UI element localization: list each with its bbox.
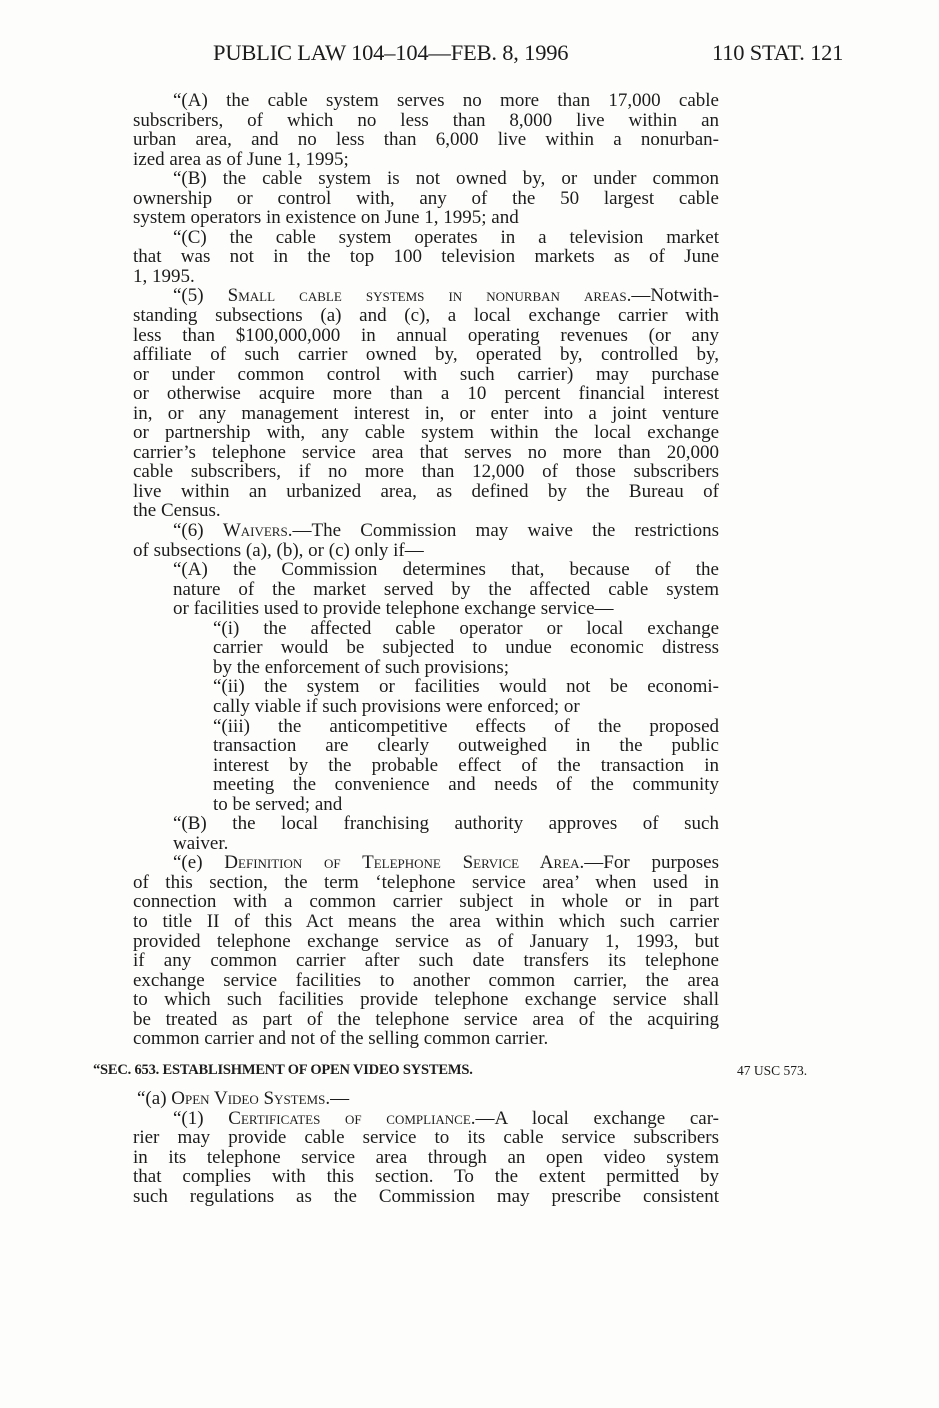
text-line (133, 1148, 719, 1168)
line-text: “(i) the affected cable operator or local exchange (213, 617, 719, 639)
text-line (133, 111, 719, 131)
line-text: common carrier and not of the selling common carrier. (133, 1028, 549, 1050)
line-text: or facilities used to provide telephone exchange service— (173, 598, 614, 620)
line-text: connection with a common carrier subject in whole or in part (133, 891, 719, 913)
paragraph-number: “(a) (137, 1088, 172, 1109)
section-caption: Open Video Systems. (171, 1088, 331, 1109)
text-line (173, 834, 719, 854)
line-text: the Census. (133, 500, 221, 522)
text-line (173, 286, 719, 306)
text-line (133, 130, 719, 150)
text-line (173, 169, 719, 189)
text-line (133, 208, 719, 228)
text-line (133, 1010, 719, 1030)
line-text: exchange service facilities to another common carrier, the area (133, 969, 719, 991)
line-text: in, or any management interest in, or enter into a joint venture (133, 402, 719, 424)
text-line (133, 912, 719, 932)
text-line (133, 1128, 719, 1148)
text-line (133, 951, 719, 971)
text-line (173, 599, 719, 619)
line-text: to which such facilities provide telephone exchange service shall (133, 989, 719, 1011)
text-line (133, 462, 719, 482)
line-text: cally viable if such provisions were enforced; or (213, 695, 580, 717)
line-text: ownership or control with, any of the 50 largest cable (133, 187, 719, 209)
running-header-title: PUBLIC LAW 104–104—FEB. 8, 1996 (213, 40, 569, 65)
line-text: of subsections (a), (b), or (c) only if— (133, 539, 424, 561)
text-line (133, 990, 719, 1010)
paragraph-number: “(6) (173, 520, 223, 542)
line-text: cable subscribers, if no more than 12,000 of those subscribers (133, 461, 719, 483)
line-text: “(A) the Commission determines that, because of the (173, 559, 719, 581)
text-line (133, 306, 719, 326)
line-text: affiliate of such carrier owned by, operated by, controlled by, (133, 344, 719, 366)
section-text-block (133, 1089, 719, 1206)
line-text: or otherwise acquire more than a 10 percent financial interest (133, 383, 719, 405)
text-line (213, 619, 719, 639)
text-line (173, 560, 719, 580)
line-text: rier may provide cable service to its cable service subscribers (133, 1127, 719, 1149)
text-line (173, 1109, 719, 1129)
paragraph-number: “(1) (173, 1107, 229, 1129)
line-text: to be served; and (213, 793, 343, 815)
line-text: nature of the market served by the affected cable system (173, 578, 719, 600)
text-line (133, 1167, 719, 1187)
text-line (213, 658, 719, 678)
text-line (133, 932, 719, 952)
line-text: if any common carrier after such date transfers its telephone (133, 950, 719, 972)
text-line (133, 404, 719, 424)
text-line (133, 326, 719, 346)
line-text: waiver. (173, 832, 229, 854)
text-line (133, 267, 719, 287)
line-text: in its telephone service area through an open video system (133, 1146, 719, 1168)
text-line (133, 345, 719, 365)
line-text: by the enforcement of such provisions; (213, 656, 510, 678)
text-line (133, 150, 719, 170)
text-line (133, 1187, 719, 1207)
text-line (133, 501, 719, 521)
line-text: carrier would be subjected to undue economic distress (213, 637, 719, 659)
text-line (173, 814, 719, 834)
text-line (213, 756, 719, 776)
text-line (133, 873, 719, 893)
text-line (213, 736, 719, 756)
line-text: “(ii) the system or facilities would not be economi- (213, 676, 719, 698)
section-heading: “SEC. 653. ESTABLISHMENT OF OPEN VIDEO SYSTEMS. (93, 1062, 473, 1078)
line-text: that was not in the top 100 television markets as of June (133, 246, 719, 268)
line-text: or partnership with, any cable system within the local exchange (133, 422, 719, 444)
line-text: “(A) the cable system serves no more than 17,000 cable (173, 90, 719, 111)
line-text: that complies with this section. To the extent permitted by (133, 1166, 719, 1188)
line-text: subscribers, of which no less than 8,000 live within an (133, 109, 719, 131)
line-text: system operators in existence on June 1, 1995; and (133, 207, 519, 229)
text-line (133, 971, 719, 991)
text-line (133, 1029, 719, 1049)
line-text: 1, 1995. (133, 265, 195, 287)
line-text: urban area, and no less than 6,000 live within a nonurban- (133, 129, 719, 151)
text-line (173, 580, 719, 600)
text-line (213, 638, 719, 658)
text-line (133, 365, 719, 385)
line-text: to title II of this Act means the area within which such carrier (133, 910, 719, 932)
text-line (173, 521, 719, 541)
margin-citation: 47 USC 573. (737, 1063, 808, 1078)
line-text: or under common control with such carrier) may purchase (133, 363, 719, 385)
line-text: interest by the probable effect of the transaction in (213, 754, 719, 776)
line-text: live within an urbanized area, as defined by the Bureau of (133, 480, 719, 502)
text-line (133, 423, 719, 443)
line-text: such regulations as the Commission may prescribe consistent (133, 1185, 719, 1207)
text-line (213, 697, 719, 717)
text-line (137, 1089, 719, 1109)
section-caption: Waivers. (222, 520, 293, 542)
page-number: 110 STAT. 121 (712, 40, 844, 65)
paragraph-number: “(5) (173, 285, 228, 307)
text-line (173, 853, 719, 873)
line-text: “(B) the local franchising authority approves of such (173, 813, 719, 835)
text-line (213, 717, 719, 737)
text-line (133, 247, 719, 267)
line-text: standing subsections (a) and (c), a local exchange carrier with (133, 305, 719, 327)
text-line (133, 443, 719, 463)
text-line (133, 384, 719, 404)
paragraph-number: “(e) (173, 852, 225, 874)
line-text: —The Commission may waive the restrictions (292, 520, 719, 542)
line-text: be treated as part of the telephone service area of the acquiring (133, 1008, 719, 1030)
line-text: —For purposes (584, 852, 719, 874)
statute-text-block (133, 91, 719, 1049)
line-text: provided telephone exchange service as of January 1, 1993, but (133, 930, 719, 952)
text-line (213, 775, 719, 795)
line-text: of this section, the term ‘telephone service area’ when used in (133, 871, 719, 893)
text-line (133, 189, 719, 209)
line-text: ized area as of June 1, 1995; (133, 148, 349, 170)
section-caption: Definition of Telephone Service Area. (224, 852, 585, 874)
line-text: “(iii) the anticompetitive effects of the proposed (213, 715, 719, 737)
section-caption: Small cable systems in nonurban areas. (227, 285, 632, 307)
line-text: —A local exchange car- (475, 1107, 719, 1129)
text-line (173, 91, 719, 111)
text-line (133, 482, 719, 502)
text-line (213, 795, 719, 815)
text-line (213, 677, 719, 697)
line-text: “(B) the cable system is not owned by, or under common (173, 168, 719, 190)
text-line (133, 541, 719, 561)
section-caption: Certificates of compliance. (228, 1107, 476, 1129)
line-text: “(C) the cable system operates in a television market (173, 226, 719, 248)
line-text: —Notwith- (631, 285, 719, 307)
text-line (173, 228, 719, 248)
line-text: less than $100,000,000 in annual operating revenues (or any (133, 324, 719, 346)
line-text: carrier’s telephone service area that serves no more than 20,000 (133, 441, 719, 463)
line-text: meeting the convenience and needs of the community (213, 774, 719, 796)
line-text: — (330, 1088, 350, 1109)
text-line (133, 892, 719, 912)
line-text: transaction are clearly outweighed in the public (213, 735, 719, 757)
